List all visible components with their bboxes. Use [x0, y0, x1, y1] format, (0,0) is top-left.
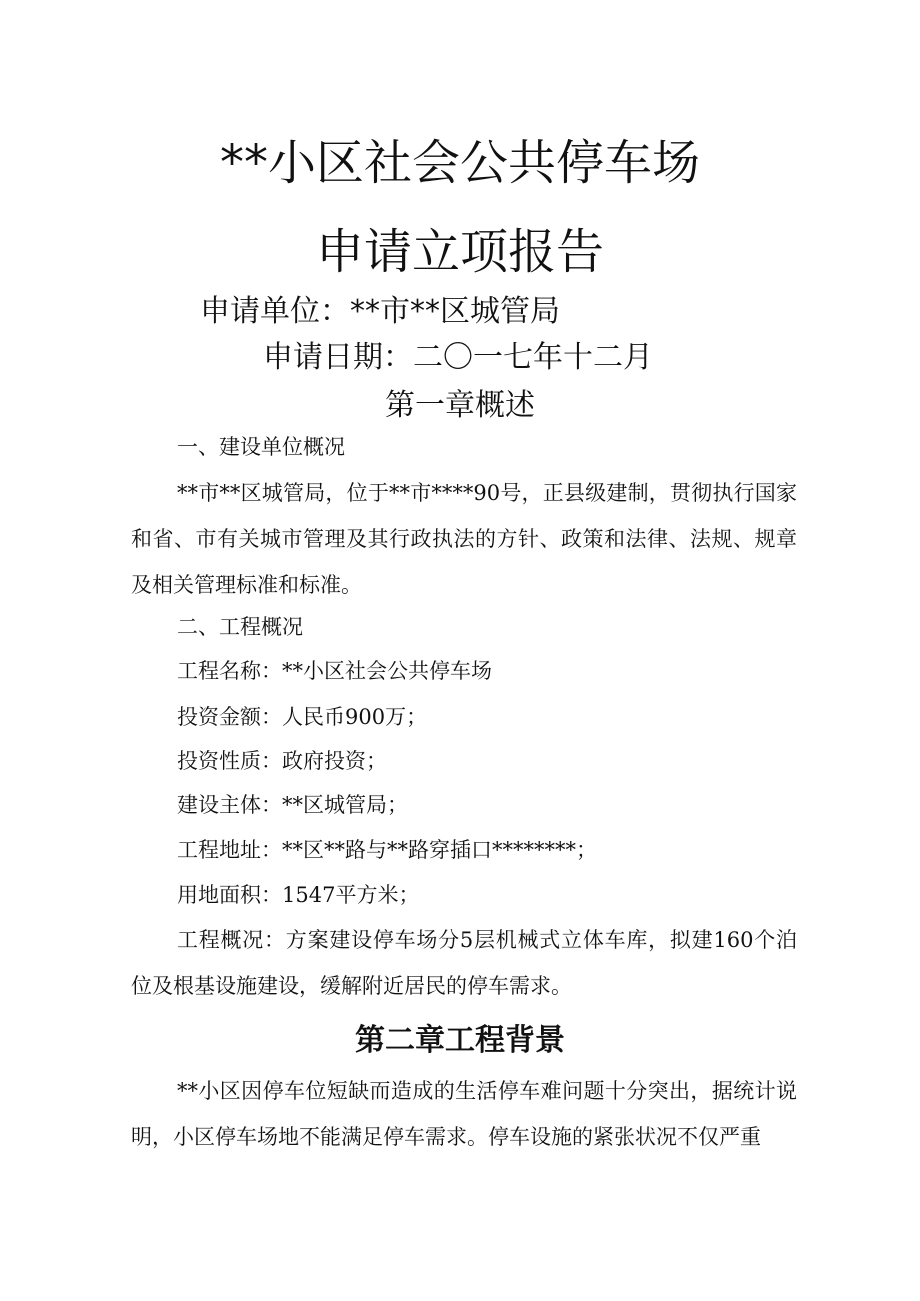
chapter2-heading: 第二章工程背景 [355, 1023, 565, 1058]
project-overview: 工程概况：方案建设停车场分5层机械式立体车库，拟建160个泊位及根基设施建设，缓解附近居民的停车需求。 [131, 928, 797, 998]
project-address: 工程地址：**区**路与**路穿插口********； [177, 838, 597, 862]
land-area: 用地面积：1547平方米； [177, 883, 420, 907]
document-title-line2: 申请立项报告 [315, 224, 604, 280]
chapter1-heading: 第一章概述 [385, 388, 535, 423]
construction-entity: 建设主体：**区城管局； [177, 793, 408, 817]
project-name: 工程名称：**小区社会公共停车场 [177, 659, 492, 683]
section1-heading: 一、建设单位概况 [177, 435, 345, 459]
document-title-line1: **小区社会公共停车场 [219, 135, 700, 191]
investment-amount: 投资金额：人民币900万； [177, 705, 428, 729]
application-date-line: 申请日期：二〇一七年十二月 [263, 340, 653, 375]
section1-paragraph: **市**区城管局，位于**市****90号，正县级建制，贯彻执行国家和省、市有关城市管理及其行政执法的方针、政策和法律、法规、规章及相关管理标准和标准。 [131, 481, 797, 597]
investment-nature: 投资性质：政府投资； [177, 749, 387, 773]
chapter2-paragraph: **小区因停车位短缺而造成的生活停车难问题十分突出，据统计说明，小区停车场地不能满足停车需求。停车设施的紧张状况不仅严重 [131, 1079, 797, 1149]
section2-heading: 二、工程概况 [177, 615, 303, 639]
applicant-line: 申请单位：**市**区城管局 [200, 294, 560, 329]
